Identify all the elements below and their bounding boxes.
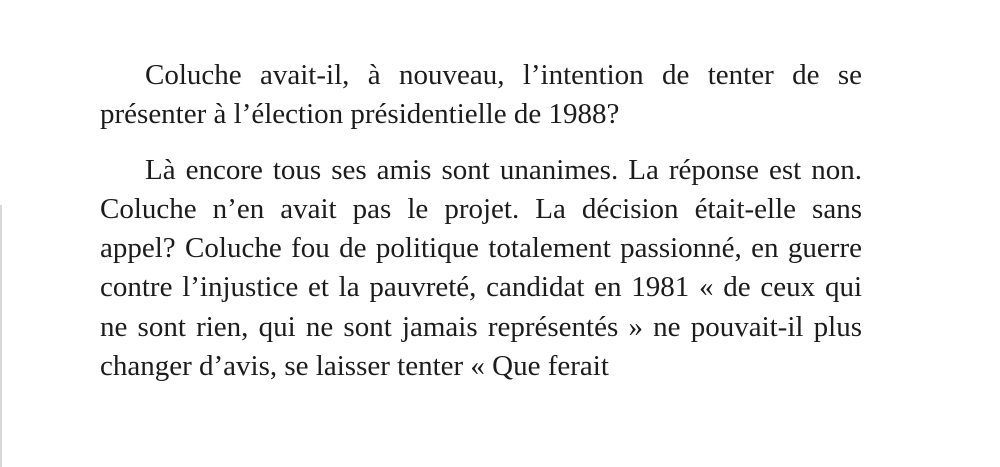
paragraph-answer: Là encore tous ses amis sont unanimes. La réponse est non. Coluche n’en avait pas le projet. La décision était-elle sans appel? Coluche fou de politique totalement passionné, en guerre contre l’injustice et la pauvreté, candidat en 1981 « de ceux qui ne sont rien, qui ne sont jamais représentés » ne pouvait-il plus changer d’avis, se laisser tenter « Que ferait [100,153,862,383]
scan-edge-shadow [0,205,2,467]
paragraph-question: Coluche avait-il, à nouveau, l’intention de tenter de se présenter à l’élection présidentielle de 1988? [100,59,862,131]
page-text-body [100,56,862,386]
